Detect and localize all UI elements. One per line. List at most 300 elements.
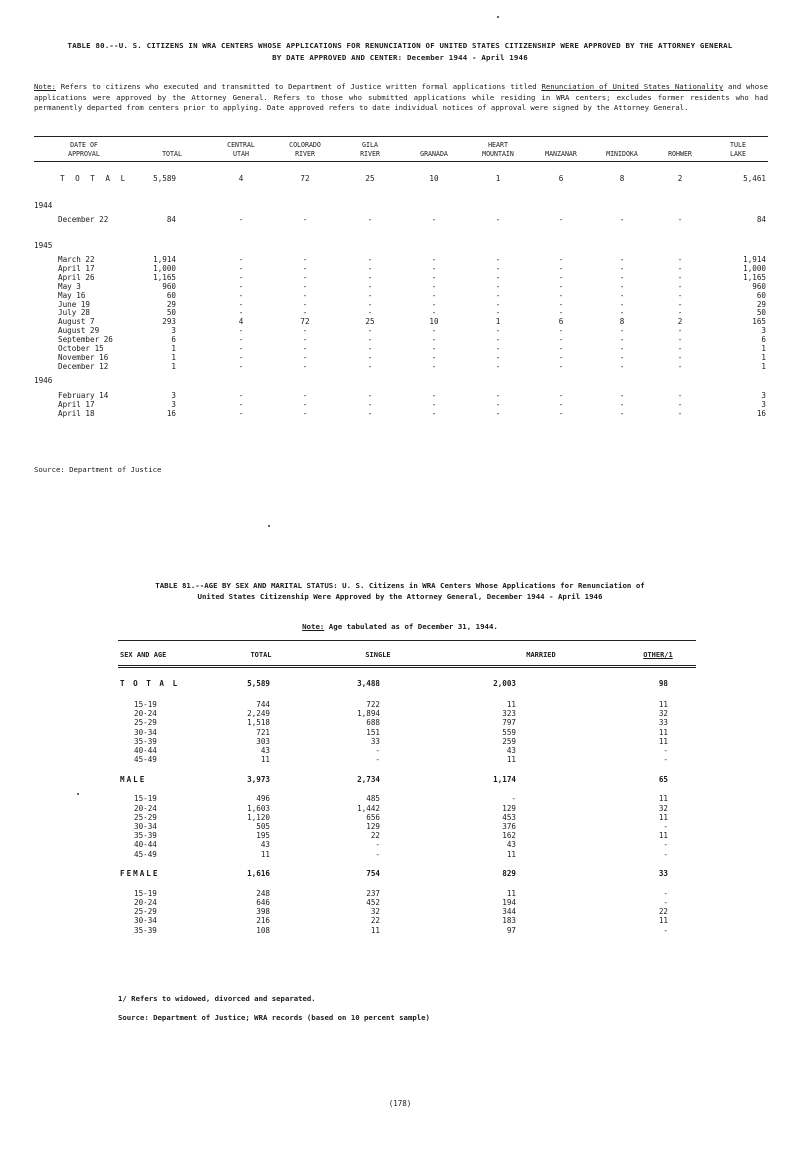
table-cell: 293 xyxy=(162,317,176,327)
table-row xyxy=(118,728,696,737)
table-cell: 11 xyxy=(506,700,516,709)
row-label: February 14 xyxy=(58,390,109,400)
age-label: 35-39 xyxy=(134,925,157,935)
table-cell: 183 xyxy=(502,916,516,926)
table-cell: - xyxy=(238,255,244,264)
table-cell: 162 xyxy=(502,831,516,841)
table-cell: 248 xyxy=(256,888,270,898)
table81-column-header: OTHER/1 xyxy=(620,641,696,667)
table81-column-header: SINGLE xyxy=(294,641,462,667)
note-text-part2: and whose applications were approved by the Attorney General. Refers to those who submitted applications while residing in WRA centers; excludes former residents who had permanently departed from centers prior to applying. Date approved refers to date individual notices of approval were signed by the Attorney General. xyxy=(34,82,768,112)
table80-column-header xyxy=(272,137,338,162)
table-cell: 84 xyxy=(756,215,766,224)
table-row xyxy=(34,354,768,363)
table-cell: 4 xyxy=(238,317,244,327)
table-cell: - xyxy=(431,408,437,418)
table-cell: 5,589 xyxy=(247,679,270,689)
table-cell: 43 xyxy=(506,746,516,756)
table81-title xyxy=(100,580,700,602)
table-cell: - xyxy=(558,281,564,291)
table-cell: 2,249 xyxy=(247,709,270,719)
row-label: June 19 xyxy=(58,299,91,309)
table-cell: - xyxy=(558,335,564,345)
row-label: T O T A L xyxy=(60,173,129,183)
table-cell: - xyxy=(302,361,308,371)
age-label: 15-19 xyxy=(134,700,157,709)
table-cell: - xyxy=(558,361,564,371)
table-cell: 485 xyxy=(366,794,380,804)
table80-column-header xyxy=(210,137,272,162)
table-cell: - xyxy=(558,408,564,418)
age-label: 45-49 xyxy=(134,849,157,859)
table-cell: - xyxy=(663,822,668,832)
table-cell: 259 xyxy=(502,736,516,746)
table-cell: 11 xyxy=(260,849,270,859)
table-row xyxy=(118,794,696,803)
table-row xyxy=(118,700,696,709)
table-row xyxy=(118,898,696,907)
table-cell: 72 xyxy=(300,173,310,183)
table-cell: 11 xyxy=(658,700,668,709)
table81-column-header: TOTAL xyxy=(228,641,294,667)
header-line: GRANADA xyxy=(420,149,448,158)
table-cell: - xyxy=(375,746,380,756)
table-cell: - xyxy=(238,299,244,309)
table-cell: - xyxy=(302,308,308,318)
table-row xyxy=(118,916,696,925)
table-cell: 129 xyxy=(502,803,516,813)
table-cell: 722 xyxy=(366,700,380,709)
table-cell: 1,616 xyxy=(247,869,270,879)
table81-title-line1: TABLE 81.--AGE BY SEX AND MARITAL STATUS: U. S. Citizens in WRA Centers Whose Applications for Renunciation of xyxy=(155,581,645,590)
table-cell: 11 xyxy=(658,916,668,926)
table-cell: 4 xyxy=(238,173,244,183)
table-cell: - xyxy=(302,344,308,354)
table-cell: - xyxy=(238,352,244,362)
table-cell: - xyxy=(431,361,437,371)
table-cell: - xyxy=(302,352,308,362)
table-cell: - xyxy=(238,344,244,354)
table-row xyxy=(34,265,768,274)
age-label: 15-19 xyxy=(134,794,157,804)
table-cell: 505 xyxy=(256,822,270,832)
table-cell: 1,518 xyxy=(247,718,270,728)
row-label: April 26 xyxy=(58,272,95,282)
table-cell: - xyxy=(302,399,308,409)
header-line: APPROVAL xyxy=(68,149,100,158)
row-label: July 28 xyxy=(58,308,91,318)
table-cell: 11 xyxy=(658,794,668,804)
table-cell: - xyxy=(663,925,668,935)
table-cell: 344 xyxy=(502,907,516,917)
table-cell: 216 xyxy=(256,916,270,926)
table-cell: - xyxy=(663,840,668,850)
age-label: 35-39 xyxy=(134,831,157,841)
age-label: 25-29 xyxy=(134,812,157,822)
table-cell: - xyxy=(238,263,244,273)
table-cell: 72 xyxy=(300,317,310,327)
year-row xyxy=(34,196,768,216)
table-cell: - xyxy=(431,272,437,282)
group-label: FEMALE xyxy=(120,869,160,879)
scan-speck xyxy=(77,793,79,795)
table-row xyxy=(34,274,768,283)
table-cell: - xyxy=(677,263,683,273)
header-line: HEART xyxy=(488,141,508,149)
table-row xyxy=(118,926,696,935)
year-row xyxy=(34,236,768,256)
year-row xyxy=(34,372,768,392)
table-cell: - xyxy=(495,390,501,400)
table-cell: 1,442 xyxy=(357,803,380,813)
table-cell: - xyxy=(495,399,501,409)
table-cell: - xyxy=(677,281,683,291)
group-label: T O T A L xyxy=(120,679,180,689)
header-line: ROHWER xyxy=(668,149,692,158)
table-cell: - xyxy=(302,272,308,282)
table-cell: - xyxy=(367,326,373,336)
group-row xyxy=(118,667,696,701)
table-cell: - xyxy=(663,755,668,765)
table80-note xyxy=(34,82,768,114)
table-cell: 129 xyxy=(366,822,380,832)
table-row xyxy=(34,401,768,410)
table-cell: - xyxy=(619,308,625,318)
table-cell: - xyxy=(302,390,308,400)
table-cell: 3 xyxy=(171,399,176,409)
group-row xyxy=(118,764,696,794)
table80-column-header xyxy=(34,137,134,162)
scan-speck xyxy=(497,16,499,18)
age-label: 20-24 xyxy=(134,803,157,813)
table-cell: - xyxy=(431,399,437,409)
table-cell: - xyxy=(367,335,373,345)
table-cell: - xyxy=(431,308,437,318)
table-cell: - xyxy=(238,361,244,371)
table-cell: - xyxy=(367,390,373,400)
table-cell: 32 xyxy=(658,803,668,813)
table-cell: 6 xyxy=(171,335,176,345)
table-row xyxy=(118,755,696,764)
table80-column-header xyxy=(466,137,530,162)
table-row xyxy=(34,162,768,197)
table-cell: 16 xyxy=(166,408,176,418)
table-cell: - xyxy=(619,335,625,345)
table-cell: - xyxy=(367,344,373,354)
table-cell: 1 xyxy=(495,173,501,183)
table-cell: - xyxy=(619,399,625,409)
table-cell: 646 xyxy=(256,898,270,908)
table-cell: 194 xyxy=(502,898,516,908)
header-line: MANZANAR xyxy=(545,149,577,158)
table-cell: 721 xyxy=(256,727,270,737)
table-cell: - xyxy=(677,408,683,418)
table-cell: - xyxy=(619,263,625,273)
table-cell: 323 xyxy=(502,709,516,719)
table-cell: 29 xyxy=(166,299,176,309)
table-row xyxy=(34,301,768,310)
table-cell: - xyxy=(302,281,308,291)
table-row xyxy=(34,327,768,336)
table-cell: 237 xyxy=(366,888,380,898)
table81-note xyxy=(0,622,800,631)
table-cell: - xyxy=(558,215,564,224)
table-cell: 108 xyxy=(256,925,270,935)
table-cell: 33 xyxy=(658,869,668,879)
table-cell: 11 xyxy=(370,925,380,935)
table-cell: 11 xyxy=(506,888,516,898)
table-cell: - xyxy=(619,408,625,418)
table-cell: - xyxy=(663,888,668,898)
row-label: October 15 xyxy=(58,344,104,354)
table-cell: - xyxy=(238,215,244,224)
table-cell: 1 xyxy=(495,317,501,327)
table-cell: - xyxy=(367,299,373,309)
table-row xyxy=(34,216,768,236)
table-cell: - xyxy=(495,281,501,291)
table-cell: - xyxy=(238,399,244,409)
table81-body xyxy=(118,667,696,935)
table-cell: - xyxy=(495,361,501,371)
table-cell: - xyxy=(619,352,625,362)
age-label: 40-44 xyxy=(134,840,157,850)
table-cell: 97 xyxy=(506,925,516,935)
table81-title-line2: United States Citizenship Were Approved by the Attorney General, December 1944 - April 1946 xyxy=(197,592,603,601)
table-cell: 11 xyxy=(260,755,270,765)
table-cell: 1 xyxy=(171,352,176,362)
row-label: May 16 xyxy=(58,290,86,300)
table-cell: 6 xyxy=(761,335,766,345)
table-cell: 33 xyxy=(658,718,668,728)
table-cell: - xyxy=(558,352,564,362)
table-row xyxy=(118,746,696,755)
header-line: RIVER xyxy=(360,149,380,158)
group-row xyxy=(118,859,696,889)
year-label: 1946 xyxy=(34,376,53,386)
table-row xyxy=(34,283,768,292)
table-cell: - xyxy=(302,326,308,336)
table-cell: - xyxy=(495,215,501,224)
table-row xyxy=(34,318,768,327)
table-cell: 960 xyxy=(162,281,176,291)
table-cell: - xyxy=(495,308,501,318)
table-cell: - xyxy=(663,849,668,859)
table-cell: 22 xyxy=(370,916,380,926)
header-line: UTAH xyxy=(233,149,249,158)
table81-footnote: 1/ Refers to widowed, divorced and separated. xyxy=(118,994,316,1003)
table-cell: 688 xyxy=(366,718,380,728)
table-cell: 11 xyxy=(506,849,516,859)
table-cell: 453 xyxy=(502,812,516,822)
table-cell: 33 xyxy=(370,736,380,746)
table-cell: 5,461 xyxy=(743,173,766,183)
table-cell: 43 xyxy=(260,840,270,850)
table-cell: - xyxy=(367,361,373,371)
age-label: 30-34 xyxy=(134,822,157,832)
table-row xyxy=(118,709,696,718)
header-line: LAKE xyxy=(730,149,746,158)
age-label: 25-29 xyxy=(134,718,157,728)
table80-column-header xyxy=(134,137,210,162)
table-cell: - xyxy=(677,344,683,354)
table81-column-header: MARRIED xyxy=(462,641,620,667)
table-cell: - xyxy=(619,290,625,300)
table-cell: - xyxy=(367,272,373,282)
table-row xyxy=(34,363,768,372)
table-cell: - xyxy=(302,215,308,224)
table80-column-header xyxy=(592,137,652,162)
table-row xyxy=(34,292,768,301)
table-cell: - xyxy=(431,352,437,362)
row-label: December 22 xyxy=(58,215,109,224)
table-cell: 25 xyxy=(365,317,375,327)
table-cell: 6 xyxy=(558,317,564,327)
note-label: Note: xyxy=(34,82,56,91)
table-cell: 65 xyxy=(658,774,668,784)
table-cell: 1 xyxy=(171,361,176,371)
header-line: RIVER xyxy=(295,149,315,158)
table-cell: 25 xyxy=(365,173,375,183)
table-cell: 1,120 xyxy=(247,812,270,822)
table-cell: 656 xyxy=(366,812,380,822)
table-cell: - xyxy=(495,263,501,273)
table-row xyxy=(118,737,696,746)
table-cell: - xyxy=(619,215,625,224)
row-label: August 7 xyxy=(58,317,95,327)
table-cell: 6 xyxy=(558,173,564,183)
table81 xyxy=(118,640,696,935)
row-label: March 22 xyxy=(58,255,95,264)
age-label: 40-44 xyxy=(134,746,157,756)
table81-source: Source: Department of Justice; WRA records (based on 10 percent sample) xyxy=(118,1013,430,1022)
table-cell: 2 xyxy=(677,317,683,327)
table-cell: - xyxy=(619,390,625,400)
table-cell: - xyxy=(663,898,668,908)
table-row xyxy=(118,718,696,727)
table-cell: 5,589 xyxy=(153,173,176,183)
table-row xyxy=(118,804,696,813)
table-cell: 744 xyxy=(256,700,270,709)
table-cell: 50 xyxy=(756,308,766,318)
header-line: GILA xyxy=(362,141,378,149)
table-cell: 452 xyxy=(366,898,380,908)
header-line: CENTRAL xyxy=(227,141,255,149)
table-cell: 1 xyxy=(761,352,766,362)
table-cell: 1,174 xyxy=(493,774,516,784)
row-label: December 12 xyxy=(58,361,109,371)
age-label: 45-49 xyxy=(134,755,157,765)
table80-column-header xyxy=(338,137,402,162)
table-cell: 60 xyxy=(166,290,176,300)
table-cell: - xyxy=(367,255,373,264)
table80-title-line1: TABLE 80.--U. S. CITIZENS IN WRA CENTERS WHOSE APPLICATIONS FOR RENUNCIATION OF UNITED STATES CITIZENSHIP WERE APPROVED BY THE ATTORNEY GENERAL xyxy=(67,41,733,50)
table-cell: - xyxy=(302,299,308,309)
table80-header-row xyxy=(34,137,768,162)
table-row xyxy=(34,256,768,265)
age-label: 20-24 xyxy=(134,898,157,908)
table-cell: - xyxy=(495,352,501,362)
table-cell: 10 xyxy=(429,173,439,183)
age-label: 30-34 xyxy=(134,727,157,737)
table80-column-header xyxy=(530,137,592,162)
table-cell: 398 xyxy=(256,907,270,917)
age-label: 30-34 xyxy=(134,916,157,926)
table-cell: 32 xyxy=(658,709,668,719)
table-cell: 2,734 xyxy=(357,774,380,784)
table-cell: 376 xyxy=(502,822,516,832)
table-cell: - xyxy=(431,335,437,345)
table-cell: 797 xyxy=(502,718,516,728)
year-label: 1944 xyxy=(34,200,53,210)
table-cell: 1,603 xyxy=(247,803,270,813)
table-cell: 11 xyxy=(658,812,668,822)
table-cell: - xyxy=(367,263,373,273)
table-row xyxy=(34,410,768,419)
header-line: MOUNTAIN xyxy=(482,149,514,158)
table81-header-row xyxy=(118,641,696,667)
table-cell: 303 xyxy=(256,736,270,746)
table-row xyxy=(118,813,696,822)
table-cell: 1 xyxy=(171,344,176,354)
table-row xyxy=(118,840,696,849)
table-cell: - xyxy=(302,290,308,300)
table-cell: 8 xyxy=(619,317,625,327)
table-row xyxy=(34,392,768,401)
table-cell: - xyxy=(431,344,437,354)
table-cell: 1,000 xyxy=(743,263,766,273)
header-line: COLORADO xyxy=(289,141,321,149)
table-row xyxy=(118,850,696,859)
table-cell: - xyxy=(558,299,564,309)
table80 xyxy=(34,136,768,419)
table-row xyxy=(118,889,696,898)
table-cell: - xyxy=(558,290,564,300)
table-cell: 3 xyxy=(171,326,176,336)
table-cell: - xyxy=(677,215,683,224)
age-label: 35-39 xyxy=(134,736,157,746)
table-cell: 3 xyxy=(171,390,176,400)
table-cell: - xyxy=(367,281,373,291)
table-cell: 22 xyxy=(370,831,380,841)
table-cell: - xyxy=(238,290,244,300)
table-cell: 2 xyxy=(677,173,683,183)
table-cell: 8 xyxy=(619,173,625,183)
table-cell: - xyxy=(238,408,244,418)
table-cell: 195 xyxy=(256,831,270,841)
table-cell: 16 xyxy=(756,408,766,418)
table-cell: - xyxy=(495,344,501,354)
row-label: May 3 xyxy=(58,281,81,291)
table-cell: 1,165 xyxy=(153,272,176,282)
table-row xyxy=(34,336,768,345)
table-row xyxy=(118,907,696,916)
table-cell: 11 xyxy=(658,831,668,841)
table-cell: 1,165 xyxy=(743,272,766,282)
table-cell: - xyxy=(431,290,437,300)
table80-column-header xyxy=(402,137,466,162)
header-line: DATE OF xyxy=(70,141,98,149)
table80-column-header xyxy=(708,137,768,162)
note-text-part1: Refers to citizens who executed and transmitted to Department of Justice written formal applications titled xyxy=(60,82,537,91)
table-cell: - xyxy=(431,299,437,309)
table-cell: - xyxy=(367,408,373,418)
table-cell: - xyxy=(302,263,308,273)
table-cell: - xyxy=(677,326,683,336)
table81-column-header: SEX AND AGE xyxy=(118,641,228,667)
table-cell: 50 xyxy=(166,308,176,318)
table-cell: - xyxy=(302,408,308,418)
year-label: 1945 xyxy=(34,240,53,250)
